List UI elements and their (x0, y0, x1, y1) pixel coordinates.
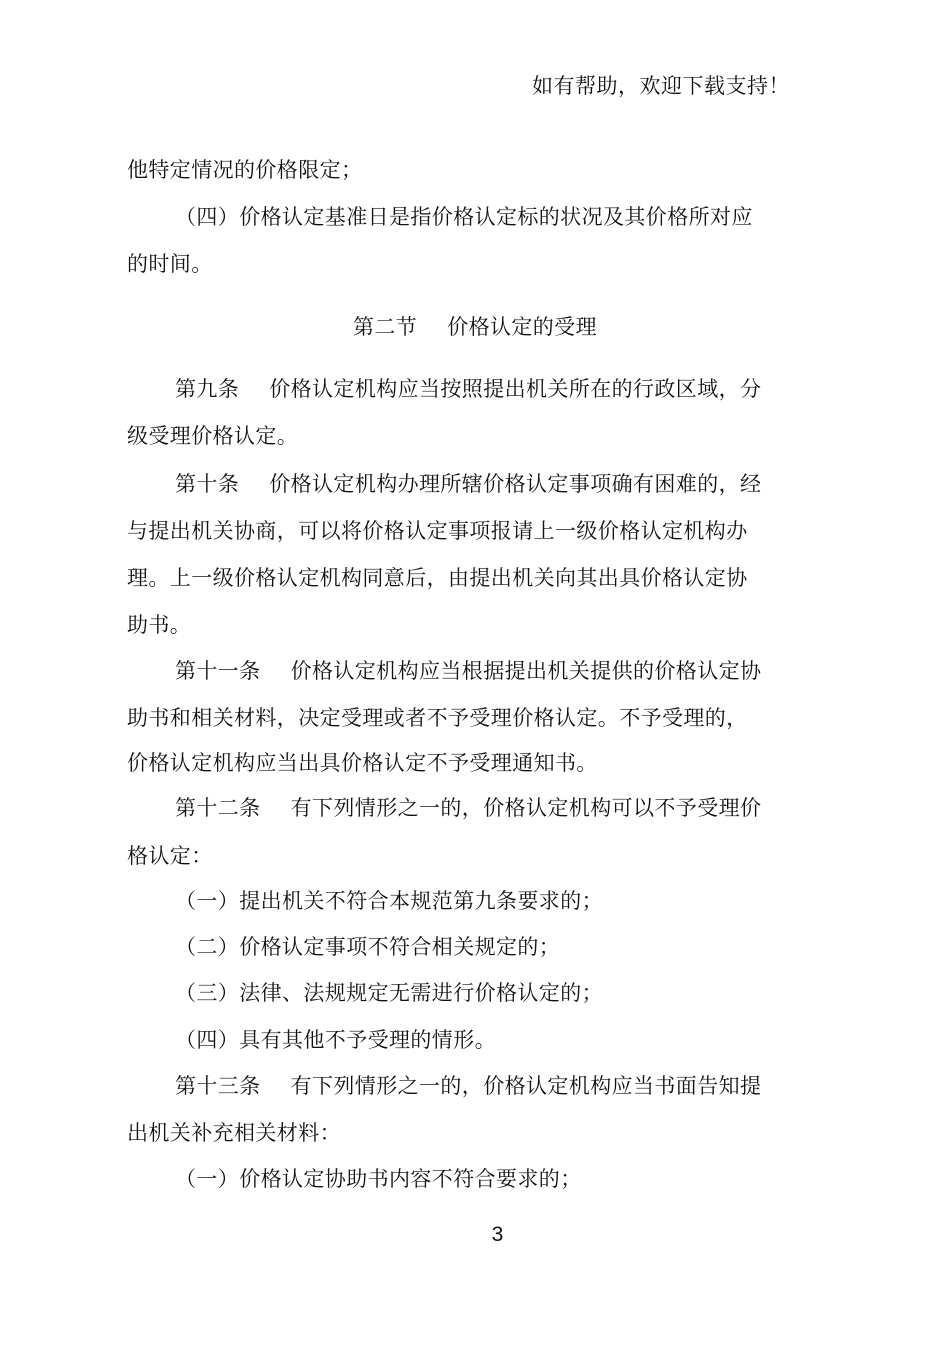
text-line: 价格认定机构应当出具价格认定不予受理通知书。 (127, 751, 598, 775)
article-label: 第十条 (175, 472, 240, 496)
article-line (175, 1071, 761, 1101)
article-text: 价格认定机构应当根据提出机关提供的价格认定协 (290, 659, 762, 683)
text-line: 助书。 (127, 613, 192, 637)
article-line (175, 374, 761, 404)
text-line: 格认定： (127, 844, 213, 868)
article-text: 有下列情形之一的，价格认定机构应当书面告知提 (290, 1074, 762, 1098)
text-line: 级受理价格认定。 (127, 424, 299, 448)
page-header: 如有帮助，欢迎下载支持！ (532, 74, 790, 98)
section-heading (0, 312, 950, 342)
section-label: 第二节 (352, 315, 418, 339)
article-label: 第十一条 (175, 659, 261, 683)
article-line (175, 656, 761, 686)
list-item: （三）法律、法规规定无需进行价格认定的； (175, 981, 603, 1005)
text-line: 他特定情况的价格限定； (127, 158, 363, 182)
list-item: （一）价格认定协助书内容不符合要求的； (175, 1167, 582, 1191)
article-text: 有下列情形之一的，价格认定机构可以不予受理价 (290, 796, 762, 820)
section-title: 价格认定的受理 (447, 315, 597, 339)
page-number: 3 (491, 1223, 504, 1246)
article-label: 第十二条 (175, 796, 261, 820)
list-item: （一）提出机关不符合本规范第九条要求的； (175, 889, 603, 913)
text-line: 出机关补充相关材料： (127, 1121, 341, 1145)
article-label: 第十三条 (175, 1074, 261, 1098)
list-item: （四）具有其他不予受理的情形。 (175, 1028, 496, 1052)
text-line: （四）价格认定基准日是指价格认定标的状况及其价格所对应 (175, 205, 753, 229)
text-line: 理。上一级价格认定机构同意后，由提出机关向其出具价格认定协 (127, 566, 748, 590)
list-item: （二）价格认定事项不符合相关规定的； (175, 935, 561, 959)
article-text: 价格认定机构应当按照提出机关所在的行政区域，分 (269, 377, 762, 401)
text-line: 的时间。 (127, 252, 213, 276)
article-line (175, 469, 761, 499)
text-line: 助书和相关材料，决定受理或者不予受理价格认定。不予受理的， (127, 706, 748, 730)
article-label: 第九条 (175, 377, 240, 401)
article-line (175, 793, 761, 823)
text-line: 与提出机关协商，可以将价格认定事项报请上一级价格认定机构办 (127, 519, 748, 543)
article-text: 价格认定机构办理所辖价格认定事项确有困难的，经 (269, 472, 762, 496)
